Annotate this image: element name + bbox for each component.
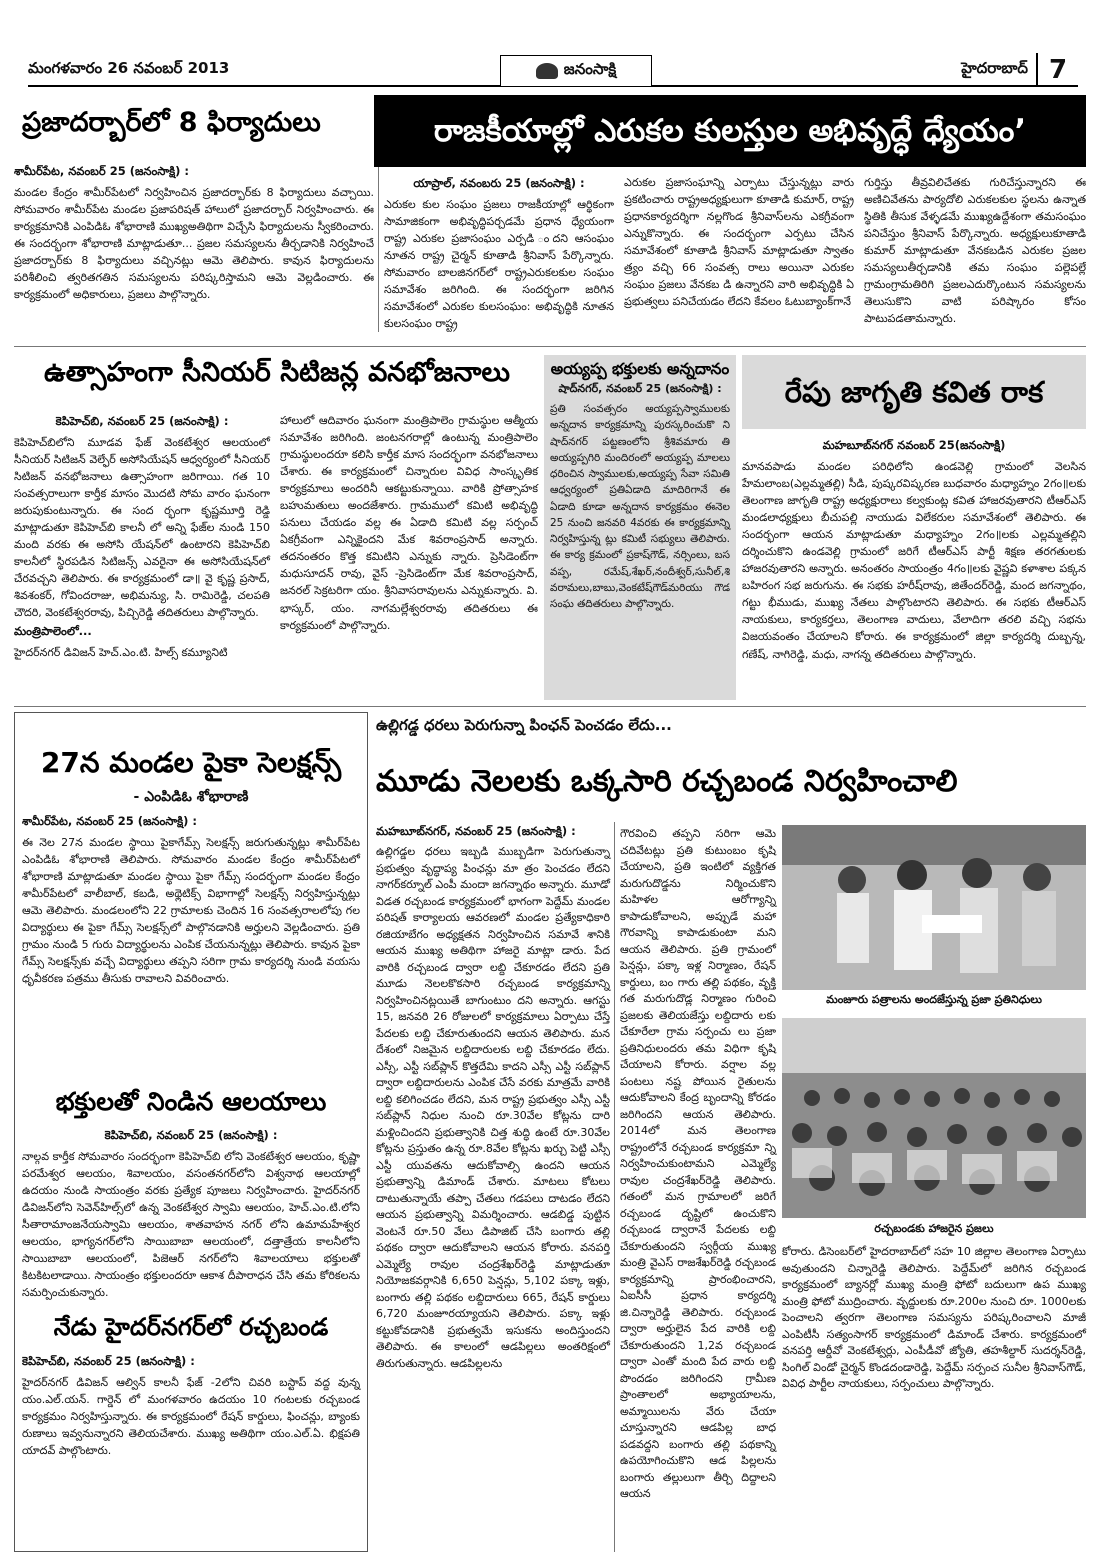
article-headline: రాజకీయాల్లో ఎరుకల కులస్తుల అభివృద్ధే ధ్యేయం’ [433, 113, 1027, 149]
article-headline: అయ్యప్ప భక్తులకు అన్నదానం [550, 360, 730, 378]
article-pyka-selections [22, 718, 360, 1083]
article-erukala-col2 [624, 174, 854, 336]
photo-caption: రచ్చబండకు హాజరైన ప్రజలు [874, 1222, 994, 1235]
article-dateline: యాప్రాల్, నవంబరు 25 (జనంసాక్షి) : [413, 176, 585, 190]
article-rachabanda-col1 [376, 822, 610, 1552]
article-body: ఎరుకల ప్రజాసంఘాన్ని ఎర్పాటు చేస్తున్నట్లు వారు ప్రకటించారు రాష్ట్రఅధ్యక్షులుగా కూతాడి కుమార్, రాష్ట్ర ప్రధానకార్యదర్శిగా నల్లగొండ శ్రీనివాస్‌లను ఎకగ్రీవంగా ఎన్నుకొన్నారు. ఈ సందర్భంగా ఎర్పటు చేసిన సమావేశంలో కూతాడి శ్రీనివాస్ మాట్లాడుతూ స్వాతం త్ర్యం వచ్చి 66 సంవత్స రాలు అయినా ఎరుకల సంఘం ప్రజలు వేనకబ డి ఉన్నారని వారి అభివృద్ధికి ఏ ప్రభుత్వలు పనిచేయడం లేదని కేవలం ఓటుబ్యాంక్‌గానే [624, 176, 854, 309]
page-number: 7 [1036, 53, 1078, 87]
masthead-bar [28, 55, 1078, 87]
article-body: ఎరుకల కుల సంఘం ప్రజలు రాజకీయాల్లో ఆర్థికంగా సామాజికంగా అభివృద్ధిపర్చడమే ప్రధాన ధ్యేయంగా రాష్ట్ర ఎరుకల ప్రజాసంఘం ఎర్పడి ందని ఆసంఘం నూతన రాష్ట్ర చైర్మన్ కూతాడి శ్రీనివాస్ పేర్కొన్నారు. సోమవారం బాలజినగర్‌లో రాష్ట్రఎరుకలకుల సంఘం సమావేశం జరిగింది. ఈ సందర్భంగా జరిగిన సమావేశంలో ఎరుకల కులసంఘం: అభివృద్ధికి నూతన కులసంఘం రాష్ట్ర [384, 198, 614, 331]
article-erukala-col3 [864, 174, 1086, 336]
article-body: కెపిహెచ్‌బిలోని మూడవ ఫేజ్ వెంకటేశ్వర ఆలయంలో సీనియర్ సిటిజన్ వెల్ఫేర్ అసోసియేషన్ ఆధ్వర్యంలో సీనియర్ సిటిజన్ వనభోజనాలు ఉత్సాహంగా జరిగాయి. గత 10 సంవత్సరాలుగా కార్తీక మాసం మొదటి సోమ వారం ఘనంగా జరుపుకుంటున్నారు. ఈ సంద ర్భంగా కృష్ణమూర్తి రెడ్డి మాట్లాడుతూ కెపిహెచ్‌బి కాలనీ లో అన్ని ఫేజ్‌ల నుండి 150 మంది వరకు ఈ అసోసి యేషన్‌లో ఉంటారని కెపిహెచ్‌బి కాలనీలో స్థిరపడిన సిటిజన్స్ ఎవరైనా ఈ అసోసియేషన్‌లో చేరవచ్చని తెలిపారు. ఈ కార్యక్రమంలో డా॥ వై కృష్ణ ప్రసాద్, శివశంకర్, గోవిందరాజు, అభిమన్యు, సి. రామిరెడ్డి, చలపతి చౌదరి, వెంకటేశ్వరరావు, పిచ్చిరెడ్డి తదితరులు పాల్గొన్నారు. [14, 436, 270, 620]
article-body: హైదర్‌నగర్ డివిజన్ ఆల్విన్ కాలనీ ఫేజ్ -2లోని చివరి బస్టాప్ వద్ద వున్న యం.ఎల్.యన్. గార్డెన్ లో మంగళవారం ఉదయం 10 గంటలకు రచ్చబండ కార్యక్రమం నిర్వహిస్తున్నారు. ఈ కార్యక్రమంలో రేషన్ కార్డులు, ఫించన్లు, బ్యాంకు రుణాలు ఇవ్వనున్నారని తెలియచేశారు. ముఖ్య అతిథిగా యం.ఎల్.ఏ. భిక్షపతి యాదవ్ పాల్గొంటారు. [22, 1376, 360, 1458]
article-kicker-text: ఉల్లిగడ్డ ధరలు పెరుగున్నా పింఛన్ పెంచడం లేదు... [376, 716, 672, 734]
article-headline: నేడు హైదర్‌నగర్‌లో రచ్చబండ [53, 1313, 329, 1341]
article-body: ఉల్లిగడ్డల ధరలు ఇబ్బడి ముబ్బడిగా పెరుగుతున్నా ప్రభుత్వం వృద్ధాప్య పింఛన్లు మా త్రం పెంచడం లేదని నాగర్‌కర్నూల్ ఎంపీ మందా జగన్నాథం అన్నారు. మూడో విడత రచ్చబండ కార్యక్రమంలో భాగంగా పెద్దేమ్ మండల పరిషత్ కార్యాలయ ఆవరణలో మండల ప్రత్యేకాధికారి రజియాబేగం అధ్యక్షతన నిర్వహించిన సమావే శానికి ఆయన ముఖ్య అతిథిగా హాజరై మాట్లా డారు. పేద వారికి రచ్చబండ ద్వారా లబ్ది చేకూరడం లేదని ప్రతి మూడు నెలలకొకసారి రచ్చబండ కార్యక్రమాన్ని నిర్వహించినట్లయితే బాగుంటుం దని అన్నారు. ఆగస్టు 15, జనవరి 26 రోజులలో కార్యక్రమాలు ఏర్పాటు చేస్తే పేదలకు లబ్ది చేకూరుతుందని ఆయన తెలిపారు. మన దేశంలో నిజమైన లబ్దిదారులకు లబ్ది చేకూరడం లేదు. ఎస్సీ, ఎస్టీ సబ్‌ప్లాన్ కొత్తదేమి కాదని ఎస్సీ ఎస్టీ సబ్‌ప్లాన్ ద్వారా లబ్దిదారులను ఎంపిక చేసే వరకు మాత్రమే వారికి లబ్ది కలిగించడం లేదని, మన రాష్ట్ర ప్రభుత్వం ఎస్సీ ఎస్టీ సబ్‌ప్లాన్ నిధుల నుంచి రూ.30వేల కోట్లను దారి మళ్లించిందని ప్రభుత్వానికి చిత్త శుద్ధి ఉంటే రూ.30వేల కోట్లను ప్రస్తుతం ఉన్న రూ.8వేల కోట్లను ఖర్చు పెట్టి ఎస్సీ ఎస్టీ యువతను ఆదుకోవాల్సి ఉందని ఆయన ప్రభుత్వాన్ని డిమాండ్ చేశారు. మాటలు కోటలు దాటుతున్నాయే తప్పా చేతలు గడపలు దాటడం లేదని ఆయన ప్రభుత్వాన్ని విమర్శించారు. ఆడబిడ్డ పుట్టిన వెంటనే రూ.50 వేలు డిపాజిట్ చేసి బంగారు తల్లి పథకం ద్వారా ఆదుకోవాలని ఆయన కోరారు. వనపర్తి ఎమ్మెల్యే రావుల చంద్రశేఖర్‌రెడ్డి మాట్లాడుతూ నియోజకవర్గానికి 6,650 పెన్షన్లు, 5,102 పక్కా ఇళ్లు, బంగారు తల్లి పథకం లబ్దిదారులు 665, రేషన్ కార్డులు 6,720 మంజూరయ్యాయని తెలిపారు. పక్కా ఇళ్లు కట్టుకోవడానికి ప్రభుత్వమే ఇసుకను అందిస్తుందని తెలిపారు. ఈ కాలంలో ఆడపిల్లలు అంతరిక్షంలో తిరుగుతున్నారు. ఆడపిల్లలను [376, 845, 610, 1370]
article-body: గుర్తిస్తు తీవ్రవిలిచేతకు గురిచేస్తున్నారని ఈ అణిచివేతను పార్యదోలి ఎరుకలకుల స్థలను ఉన్నాత స్థితికి తీసుక వేళ్ళడమే ముఖ్యఉద్దేశంగా తమసంఘం పనిచేస్తుం శ్రీనివాస్ పేర్కొన్నారు. అధ్యక్షులుకూతాడి కుమార్ మాట్లాడుతూ వేనకబడిన ఎరుకల ప్రజల సమస్యలుతీర్చడానికి తమ సంఘం పల్లెపల్లే గ్రామంగ్రామతిరిగి ప్రజలఎదుర్కొంటున సమస్యలను తెలుసుకొని వాటి పరిష్కారం కోసం పాటుపడతామన్నారు. [864, 176, 1086, 326]
headline-rachabanda [376, 742, 1086, 822]
article-headline: భక్తులతో నిండిన ఆలయాలు [55, 1087, 327, 1116]
photo-crowd [782, 1018, 1086, 1218]
section-divider [14, 346, 1086, 347]
article-body: ప్రతి సంవత్సరం అయ్యప్పస్వాములకు అన్నదాన కార్యక్రమాన్ని పురస్కరించుకొ ని షాద్‌నగర్ పట్టణంలోని శ్రీశివమారు తి అయ్యప్పగిరి మందిరంలో అయ్యప్ప మాలలు ధరించిన స్వాములకు,అయ్యప్ప సేవా సమితి ఆధ్వర్యంలో ప్రతిఏడాది మాదిరిగానే ఈ ఏడాది కూడా అన్నదాన కార్యక్రమం ఈనెల 25 నుంచి జనవరి 4వరకు ఈ కార్యక్రమాన్ని నిర్వహిస్తున్న ట్లు కమిటీ సభ్యులు తెలిపారు. ఈ కార్య క్రమంలో ప్రకాష్‌గౌడ్, నర్సింలు, బస వప్ప, రమేష్,శేఖర్,నందీశ్వర్,సునీల్,శి వరామలు,బాబు,వెంకటేష్‌గౌడ్‌మరియు గౌడ సంఘ తదితరులు పాల్గొన్నారు. [550, 403, 730, 611]
photo-certificates-handover [782, 825, 1086, 990]
article-subhead: మంత్రిపాలెంలో... [14, 623, 92, 638]
photo-officials-image [782, 825, 1086, 990]
newspaper-logo [500, 55, 652, 87]
headline-banner [374, 95, 1086, 167]
article-headline: మూడు నెలలకు ఒక్కసారి రచ్చబండ నిర్వహించాలి [376, 764, 958, 799]
article-senior-col2 [280, 412, 538, 700]
article-dateline: మహబూబ్‌నగర్, నవంబర్ 25 (జనంసాక్షి) : [376, 824, 576, 838]
headline-senior-citizens [14, 358, 540, 404]
section-divider [14, 706, 1086, 707]
logo-emblem-icon [536, 63, 558, 79]
logo-text: జనంసాక్షి [563, 60, 617, 78]
article-kavitha [742, 436, 1086, 700]
article-dateline: కెపిహెచ్‌బి, నవంబర్ 25 (జనంసాక్షి) : [22, 1354, 195, 1368]
article-praja-darbar [14, 108, 374, 333]
photo-caption: మంజూరు పత్రాలను అందజేస్తున్న ప్రజా ప్రతినిధులు [826, 993, 1042, 1006]
article-rachabanda-col3 [782, 1244, 1086, 1550]
edition-city: హైదరాబాద్ [961, 59, 1028, 77]
photo-crowd-image [782, 1018, 1086, 1218]
article-body: మానవపాడు మండల పరిధిలోని ఉండవెల్లి గ్రామంలో వెలసిన హేమలాంబ(ఎల్లమ్మతల్లి) సీడి, పుష్కరవిష్కరణ బుధవారం మధ్యాహ్నం 2గం॥లకు తెలంగాణ జాగృతి రాష్ట్ర అధ్యక్షురాలు కల్వకుంట్ల కవిత హాజరవుతారని టీఆర్ఎస్ మండలాధ్యక్షులు బీచుపల్లి నాయుడు విలేకరుల సమావేశంలో తెలిపారు. ఈ సందర్భంగా ఆయన మాట్లాడుతూ మధ్యాహ్నం 2గం॥లకు ఎల్లమ్మతల్లిని దర్శించుకొని ఉండవెల్లి గ్రామంలో జరిగే టీఆర్ఎస్ పార్టీ శిక్షణ తరగతులకు హాజరవుతారని అన్నారు. అనంతరం సాయంత్రం 4గం॥లకు వైష్ణవి కళాశాల పక్కన బహిరంగ సభ జరుగును. ఈ సభకు హరీష్‌రావు, జితేందర్‌రెడ్డి, మంద జగన్నాథం, గట్టు భీముడు, ముఖ్య నేతలు పాల్గొంటారని తెలిపారు. ఈ సభకు టీఆర్ఎస్ నాయకులు, కార్యకర్తలు, తెలంగాణ వాదులు, వేలాదిగా తరలి వచ్చి సభను విజయవంతం చేయాలని కోరారు. ఈ కార్యక్రమంలో జిల్లా కార్యదర్శి దుబ్బన్న, గణేష్, నాగిరెడ్డి, మధు, నాగన్న తదితరులు పాల్గొన్నారు. [742, 460, 1086, 661]
article-byline: - ఎంపిడిఓ శోభారాణి [133, 788, 249, 805]
article-dateline: శామీర్‌పేట, నవంబర్ 25 (జనంసాక్షి) : [22, 813, 198, 828]
article-rachabanda-col2 [620, 826, 776, 1552]
article-dateline: షాద్‌నగర్, నవంబర్ 25 (జనంసాక్షి) : [558, 382, 722, 396]
article-dateline: కెపిహెచ్‌బి, నవంబర్ 25 (జనంసాక్షి) : [55, 414, 229, 428]
issue-date: మంగళవారం 26 నవంబర్ 2013 [28, 59, 230, 77]
headline-kavitha-box [742, 355, 1086, 429]
column-divider [614, 822, 615, 1552]
article-erukala-col1 [384, 174, 614, 336]
article-body: గౌరవించి తప్పని సరిగా ఆమె చదివేటట్లు ప్రతి కుటుంబం కృషి చేయాలని, ప్రతి ఇంటిలో వ్యక్తిగత మరుగుదొడ్డను నిర్మించుకొని మహిళల ఆరోగ్యాన్ని కాపాడుకోవాలని, అప్పుడే మహా గౌరవాన్ని కాపాడుకుంటా మని ఆయన తెలిపారు. ప్రతి గ్రామంలో పెన్షన్లు, పక్కా ఇళ్ల నిర్మాణం, రేషన్ కార్డులు, బం గారు తల్లి పథకం, వృక్తి గత మరుగుదొడ్ల నిర్మాణం గురించి ప్రజలకు తెలియజేస్తు లబ్దిదారు లకు చేకూరేలా గ్రామ సర్పంచు లు ప్రజా ప్రతినిధులందరు తమ విధిగా కృషి చేయాలని కోరారు. వర్షాల వల్ల పంటలు నష్ట పోయిన రైతులను ఆదుకోవాలని కేంద్ర బృందాన్ని కోరడం జరిగిందని ఆయన తెలిపారు. 2014లో మన తెలంగాణ రాష్ట్రంలోనే రచ్చబండ కార్యక్రమా న్ని నిర్వహించుకుంటామని ఎమ్మెల్యే రావుల చంద్రశేఖర్‌రెడ్డి తెలిపారు. గతంలో మన గ్రామాలలో జరిగే రచ్చబండ దృష్టిలో ఉంచుకొని రచ్చబండ ద్వారానే పేదలకు లబ్ది చేకూరుతుందని స్వర్గీయ ముఖ్య మంత్రి వైఎస్ రాజశేఖర్‌రెడ్డి రచ్చబండ కార్యక్రమాన్ని ప్రారంభించారని, ఏఐసీసీ ప్రధాన కార్యదర్శి జి.చిన్నారెడ్డి తెలిపారు. రచ్చబండ ద్వారా అర్హులైన పేద వారికి లబ్ది చేకూరుతుందని 1,2వ రచ్చబండ ద్వారా ఎంతో మంది పేద వారు లబ్ది పొందడం జరిగిందని గ్రామీణ ప్రాంతాలలో అభ్యాయాలను, అమ్మాయిలను వేరు చేయా చూస్తున్నారని ఆడపిల్ల బాధ పడవద్దని బంగారు తల్లి పథకాన్ని ఉపయోగించుకొని ఆడ పిల్లలను బంగారు తల్లులుగా తీర్చి దిద్దాలని ఆయన [620, 827, 776, 1500]
article-body: కోరారు. డిసెంబర్‌లో హైదరాబాద్‌లో సహ 10 జిల్లాల తెలంగాణ ఏర్పాటు అవుతుందని చిన్నారెడ్డి తెలిపారు. పెద్దేమ్‌లో జరిగిన రచ్చబండ కార్యక్రమంలో బ్యానర్లో ముఖ్య మంత్రి ఫోటో బదులుగా ఉప ముఖ్య మంత్రి ఫోటో ముద్రించారు. వృద్దులకు రూ.200ల నుంచి రూ. 1000లకు పెంచాలని త్వరగా తెలంగాణ సమస్యను పరిష్కరించాలని మాజీ ఎంపిటీసీ సత్యంసాగర్ కార్యక్రమంలో డిమాండ్ చేశారు. కార్యక్రమంలో వనపర్తి ఆర్డీవో వెంకటేశ్వర్లు, ఎంపీడీవో జ్యోతి, తహశీల్దార్ సుదర్శన్‌రెడ్డి, సింగిల్ విండో చైర్మన్ కొండదండారెడ్డి, పెద్దేమ్ సర్పంచ సునీల శ్రీనివాస్‌గౌడ్, వివిధ పార్టీల నాయకులు, సర్పంచులు పాల్గొన్నారు. [782, 1245, 1086, 1390]
article-senior-col1 [14, 412, 270, 700]
article-body: హాలులో ఆదివారం ఘనంగా మంత్రిపాలెం గ్రామస్థుల ఆత్మీయ సమావేశం జరిగింది. జంటనగరాల్లో ఉంటున్న మంత్రిపాలెం గ్రామస్థులందరూ కలిసి కార్తీక మాస సందర్భంగా వనభోజనాలు చేశారు. ఈ కార్యక్రమంలో చిన్నారుల వివిధ సాంస్కృతిక కార్యక్రమాలు అందరినీ ఆకట్టుకున్నాయి. వారికి ప్రోత్సాహక బహుమతులు అందజేశారు. గ్రామములో కమిటి అభివృద్ధి పనులు చేయడం వల్ల ఈ ఏడాది కమిటి వల్ల సర్పంచ్ ఏకగ్రీవంగా ఎన్నికైందని మేక శివరాంప్రసాద్ అన్నారు. తదనంతరం కొత్త కమిటిని ఎన్నుకు న్నారు. ప్రెసిడెంట్‌గా మధుసూదన్ రావు, వైస్ -ప్రెసిడెంట్‌గా మేక శివరాంప్రసాద్, జనరల్ సెక్రటరిగా యం. శ్రీనివాసరావులను ఎన్నుకున్నారు. వి. భాస్కర్, యం. నాగమల్లేశ్వరరావు తదితరులు ఈ కార్యక్రమంలో పాల్గొన్నారు. [280, 414, 538, 632]
article-body: ఈ నెల 27న మండల స్థాయి పైకాగేమ్స్ సెలక్షన్స్ జరుగుతున్నట్లు శామీర్‌పేట ఎంపిడిఓ శోభారాణి తెలిపారు. సోమవారం మండల కేంద్రం శామీర్‌పేటలో శోభారాణి మాట్లాడుతూ మండల స్థాయి పైకా గేమ్స్ సందర్భంగా మండల కేంద్రం శామీర్‌పేటలో వాలీబాల్, కబడి, అథ్లెటిక్స్ విభాగాల్లో సెలక్షన్స్ నిర్వహిస్తున్నట్లు ఆమె తెలిపారు. మండలంలోని 22 గ్రామాలకు చెందిన 16 సంవత్సరాలలోపు గల విద్యార్థులు ఈ పైకా గేమ్స్ సెలక్షన్స్‌లో పాల్గొనడానికి అర్హులని వెల్లడించారు. ప్రతి గ్రామం నుండి 5 గురు విద్యార్థులను ఎంపిక చేయనున్నట్లు తెలిపారు. కావున పైకా గేమ్స్ సెలక్షన్స్‌కు వచ్చే విద్యార్థులు తప్పని సరిగా గ్రామ కార్యదర్శి నుండి వయసు ధృవీకరణ పత్రము తీసుకు రావాలని వివరించారు. [22, 835, 360, 986]
article-headline: ఉత్సాహంగా సీనియర్ సిటిజన్ల వనభోజనాలు [44, 357, 510, 388]
article-dateline: కెపిహెచ్‌బి, నవంబర్ 25 (జనంసాక్షి) : [104, 1128, 278, 1142]
article-body-continued: హైదర్‌నగర్ డివిజన్ హెచ్.ఎం.టి. హిల్స్ కమ్యూనిటి [14, 645, 228, 659]
article-body: మండల కేంద్రం శామీర్‌పేటలో నిర్వహించిన ప్రజాదర్బార్‌కు 8 ఫిర్యాదులు వచ్చాయి. సోమవారం శామీర్‌పేట మండల ప్రజాపరిషత్ హాలులో ప్రజాదర్బార్ నిర్వహించారు. ఈ కార్యక్రమానికి ఎంపిడిఓ శోభారాణి ముఖ్యఅతిథిగా విచ్చేసి ఫిర్యాదులను స్వీకరించారు. ఈ సందర్భంగా శోభారాణి మాట్లాడుతూ... ప్రజల సమస్యలను తీర్చడానికి నిర్వహించే ప్రజాదర్బార్‌కు 8 ఫిర్యాదులు వచ్చినట్లు ఆమె తెలిపారు. కావున ఫిర్యాదులను పరిశీలించి త్వరితగతిన సమస్యలను పరిష్కరిస్తామని ఆమె వెల్లడించారు. ఈ కార్యక్రమంలో అధికారులు, ప్రజలు పాల్గొన్నారు. [14, 186, 374, 302]
article-rachabanda-hyderabad [22, 1314, 360, 1548]
article-headline: 27న మండల పైకా సెలక్షన్స్ [40, 746, 342, 779]
article-dateline: శామీర్‌పేట, నవంబర్ 25 (జనంసాక్షి) : [14, 164, 190, 178]
article-headline: రేపు జాగృతి కవిత రాక [784, 375, 1044, 409]
article-body: నాల్గవ కార్తీక సోమవారం సందర్భంగా కెపిహెచ్‌బి లోని వెంకటేశ్వర ఆలయం, కృష్ణా పరమేశ్వర ఆలయం, శివాలయం, వసంతనగర్‌లోని విశ్వనాథ ఆలయాల్లో ఉదయం నుండి సాయంత్రం వరకు ప్రత్యేక పూజలు నిర్వహించారు. హైదర్‌నగర్ డివిజన్‌లోని సెవెన్‌హిల్స్‌లో ఉన్న వెంకటేశ్వర స్వామి ఆలయం, హెచ్.ఎం.టి.లోని సీతారామాంజనేయస్వామి ఆలయం, శాతవాహన నగర్ లోని ఉమామహేశ్వర ఆలయం, భాగ్యనగర్‌లోని సాయిబాబా ఆలయంలో, దత్తాత్రేయ కాలనీలోని సాయిబాబా ఆలయంలో, పిజెఆర్ నగర్‌లోని శివాలయాలు భక్తులతో కిటకిటలాడాయి. సాయంత్రం భక్తులందరూ ఆకాశ దీపారాధన చేసి తమ కోరికలను సమర్పించుకున్నారు. [22, 1150, 360, 1300]
article-kicker [376, 716, 1086, 738]
article-ayyappa-box [544, 355, 736, 700]
article-dateline: మహబూబ్‌నగర్ నవంబర్ 25(జనంసాక్షి) [822, 438, 1006, 452]
article-temples [22, 1088, 360, 1306]
article-headline: ప్రజాదర్బార్‌లో 8 ఫిర్యాదులు [22, 107, 321, 138]
